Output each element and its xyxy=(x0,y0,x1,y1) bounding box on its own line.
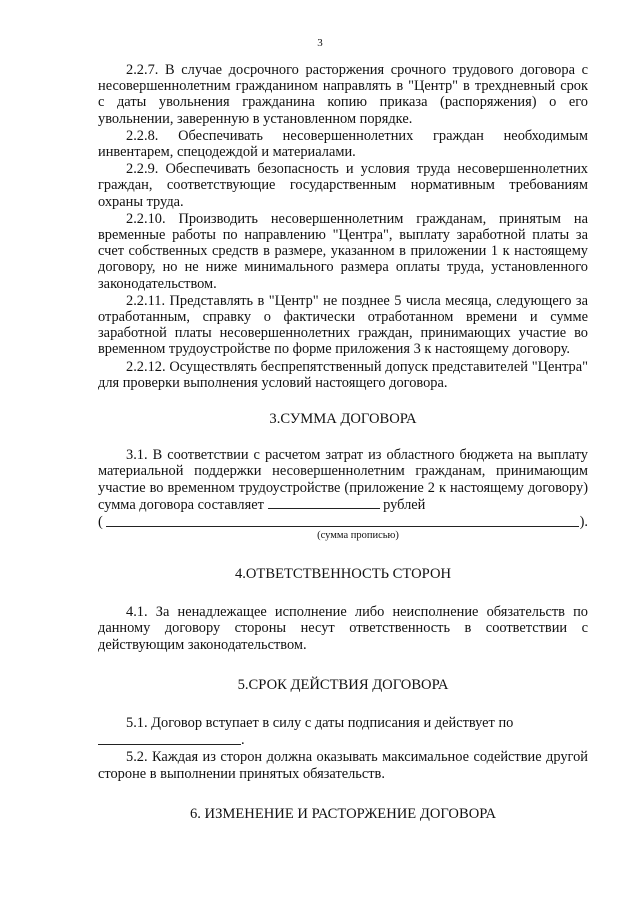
sum-in-words-line xyxy=(98,513,588,530)
open-paren: ( xyxy=(98,513,103,530)
currency-label: рублей xyxy=(383,496,426,513)
end-date-line xyxy=(98,731,588,748)
page-number: 3 xyxy=(317,37,323,49)
clause-2-2-8: 2.2.8. Обеспечивать несовершеннолетних граждан необходимым инвентарем, спецодеждой и материалами. xyxy=(98,127,588,161)
clause-2-2-9: 2.2.9. Обеспечивать безопасность и условия труда несовершеннолетних граждан, соответствующие государственным нормативным требованиям охраны труда. xyxy=(98,161,588,210)
document-body xyxy=(98,62,588,822)
section-5-heading: 5.СРОК ДЕЙСТВИЯ ДОГОВОРА xyxy=(237,676,449,693)
clause-2-2-11: 2.2.11. Представлять в "Центр" не позднее 5 числа месяца, следующего за отработанным, справку о фактически отработанном времени и сумме заработной платы несовершеннолетних граждан, принимающих участие во временном трудоустройстве по форме приложения 3 к настоящему договору. xyxy=(98,292,588,358)
sum-in-words-blank xyxy=(106,513,579,527)
clause-2-2-7: 2.2.7. В случае досрочного расторжения срочного трудового договора с несовершеннолетним гражданином направлять в "Центр" в трехдневный срок с даты увольнения гражданина копию приказа (распоряжения) о его увольнении, заверенную в установленном порядке. xyxy=(98,62,588,127)
sum-in-words-caption: (сумма прописью) xyxy=(317,530,399,542)
sum-amount-blank xyxy=(268,496,380,509)
clause-2-2-12: 2.2.12. Осуществлять беспрепятственный допуск представителей "Центра" для проверки выполнения условий настоящего договора. xyxy=(98,358,588,391)
section-4-heading: 4.ОТВЕТСТВЕННОСТЬ СТОРОН xyxy=(234,566,452,583)
end-date-blank xyxy=(98,731,241,745)
section-3-heading: 3.СУММА ДОГОВОРА xyxy=(269,411,417,428)
clause-5-1: 5.1. Договор вступает в силу с даты подписания и действует по xyxy=(126,715,514,732)
clause-3-1-text: 3.1. В соответствии с расчетом затрат из областного бюджета на выплату материальной поддержки несовершеннолетним гражданам, принимающим участие во временном трудоустройстве (приложение 2 к настоящему договору) сумма договора составляет xyxy=(98,447,588,513)
clause-4-1: 4.1. За ненадлежащее исполнение либо неисполнение обязательств по данному договору стороны несут ответственность в соответствии с действующим законодательством. xyxy=(98,604,588,653)
close-paren: ). xyxy=(579,513,588,530)
clause-5-2: 5.2. Каждая из сторон должна оказывать максимальное содействие другой стороне в выполнении принятых обязательств. xyxy=(98,749,588,782)
section-6-heading: 6. ИЗМЕНЕНИЕ И РАСТОРЖЕНИЕ ДОГОВОРА xyxy=(189,805,497,822)
clause-2-2-10: 2.2.10. Производить несовершеннолетним гражданам, принятым на временные работы по направлению "Центра", выплату заработной платы за счет собственных средств в размере, указанном в приложении 1 к настоящему договору, но не ниже минимального размера оплаты труда, установленного законодательством. xyxy=(98,210,588,292)
clause-3-1 xyxy=(98,447,588,513)
end-date-period: . xyxy=(241,732,245,749)
